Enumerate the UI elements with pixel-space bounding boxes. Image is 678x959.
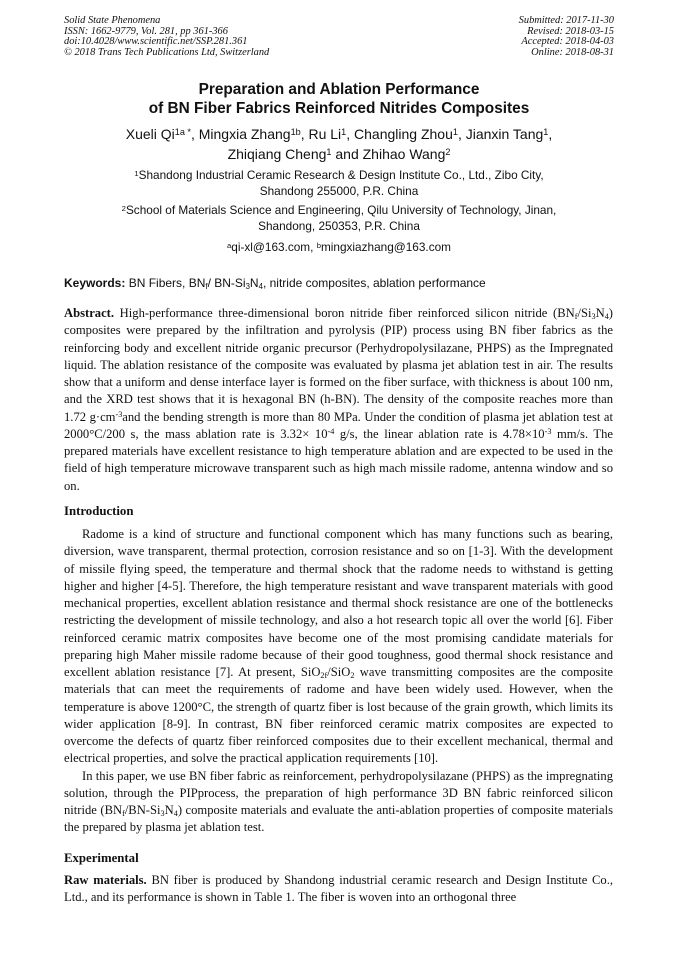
affiliation-2 (80, 203, 598, 234)
subscript: 2f (320, 671, 328, 681)
paragraph (64, 872, 613, 907)
subscript: 3 (591, 312, 596, 322)
publication-dates (519, 16, 614, 58)
author-name: Ru Li (308, 126, 342, 142)
affiliation-text: Shandong Industrial Ceramic Research & Design Institute Co., Ltd., Zibo City, (138, 168, 544, 182)
paragraph-text: ) composite materials and evaluate the anti-ablation properties of composite materials the prepared by plasma jet ablation test. (64, 803, 613, 835)
section-heading-introduction: Introduction (64, 504, 134, 518)
abstract-text: and the bending strength is more than 80 MPa. Under the condition of plasma jet ablation test at 2000°C/200 s, the mass ablation rate is 3.32× 10 (64, 409, 613, 441)
subscript: f (574, 312, 578, 322)
affiliation-text: School of Materials Science and Engineering, Qilu University of Technology, Jinan, (125, 203, 557, 217)
keywords-text: N (249, 276, 259, 290)
email-link[interactable]: qi-xl@163.com, (231, 240, 317, 254)
author-marker: 2 (445, 146, 451, 157)
paragraph (64, 768, 613, 837)
subscript: f (205, 281, 208, 291)
affiliation-1 (80, 168, 598, 199)
superscript: -3 (544, 427, 552, 437)
author-name: Jianxin Tang (465, 126, 544, 142)
paragraph-text: wave transmitting composites are the composite materials that can meet the requirements of radome and have been widely used. However, when the temperature is above 1200°C, the strength of quartz fiber is lost because of the grain growth, which limits its wider application [8-9]. In contrast, BN fiber reinforced ceramic matrix composites are expected to overcome the defects of quartz fiber reinforced composites due to their excellent mechanical, thermal and electrical properties, and solve the practical application requirements [10]. (64, 665, 613, 766)
keywords-text: BN Fibers, BN (128, 276, 206, 290)
revised-date: Revised: 2018-03-15 (527, 25, 614, 37)
subscript: 3 (245, 281, 250, 291)
issn-line: ISSN: 1662-9779, Vol. 281, pp 361-366 (64, 25, 228, 37)
author-name: Mingxia Zhang (198, 126, 291, 142)
section-heading-experimental: Experimental (64, 851, 139, 865)
abstract-text: N (595, 306, 605, 320)
author-conjunction: and (335, 146, 359, 162)
experimental-body (64, 872, 613, 907)
paragraph-text: /BN-Si (124, 803, 161, 817)
subscript: f (122, 809, 125, 819)
email-link[interactable]: mingxiazhang@163.com (320, 240, 451, 254)
superscript: -3 (115, 409, 123, 419)
abstract-text: High-performance three-dimensional boron nitride fiber reinforced silicon nitride (BN (119, 306, 575, 320)
paragraph-text: BN fiber is produced by Shandong industrial ceramic research and Design Institute Co., Ltd., and its performance is shown in Table 1. The fiber is woven into an orthogonal three (64, 873, 613, 905)
author-list: Xueli $Qi^{1a *}$, Mingxia Zhang$^{1b}$, Ru Li$^1$, Changling Zhou$^1$, Jianxin Tang$^1$, Zhiqiang Cheng$^1$ and Zhihao Wang$^2$ (125, 126, 553, 162)
title-line-2: of BN Fiber Fabrics Reinforced Nitrides Composites (148, 100, 530, 117)
email-marker: a (227, 240, 232, 250)
paragraph-text: N (164, 803, 174, 817)
copyright-line: © 2018 Trans Tech Publications Ltd, Switzerland (64, 46, 270, 58)
keywords-text: / BN-Si (207, 276, 246, 290)
affiliation-marker: 2 (121, 203, 126, 213)
paragraph-text: /SiO (327, 665, 351, 679)
keywords-label: Keywords: (64, 276, 126, 290)
email-line (80, 240, 598, 256)
paragraph-text: In this paper, we use BN fiber fabric as reinforcement, perhydropolysilazane (PHPS) as the impregnating solution, through the PIPprocess, the preparation of high performance 3D BN fabric reinforced silicon nitride (BN (64, 768, 613, 817)
abstract-text: ) composites were prepared by the infiltration and pyrolysis (PIP) process using BN fiber fabrics as the reinforcing body and excellent nitride organic precursor (Perhydropolysilazane, PHPS) as the Impregnated liquid. The ablation resistance of the composite was evaluated by plasma jet ablation test in air. The results show that a uniform and dense interface layer is formed on the fiber surface, with thickness is about 100 nm, and the XRD test shows that it is hexagonal BN (h-BN). The density of the composite reaches more than 1.72 g·cm (64, 306, 613, 424)
accepted-date: Accepted: 2018-04-03 (521, 36, 614, 48)
author-marker: 1 (543, 126, 549, 137)
subscript: 2 (350, 671, 355, 681)
abstract-label: Abstract. (64, 306, 115, 320)
abstract-text: mm/s. The prepared materials have excellent resistance to high temperature ablation and are expected to be used in the field of high temperature microwave transparent such as high mach missile radome, antenna window and so on. (64, 426, 613, 493)
author-name: Zhiqiang Cheng (227, 146, 327, 162)
subsection-label: Raw materials. (64, 873, 147, 887)
abstract (64, 305, 613, 495)
introduction-body (64, 526, 613, 837)
online-date: Online: 2018-08-31 (531, 46, 614, 58)
author-marker: 1b (290, 126, 301, 137)
abstract-text: /Si (577, 306, 592, 320)
subscript: 4 (258, 281, 263, 291)
doi-line: doi:10.4028/www.scientific.net/SSP.281.361 (64, 36, 248, 48)
author-marker: 1 (326, 146, 332, 157)
author-name: Xueli Qi (125, 126, 175, 142)
superscript: -4 (327, 427, 335, 437)
journal-info (64, 16, 269, 58)
submitted-date: Submitted: 2017-11-30 (518, 15, 614, 26)
paragraph (64, 526, 613, 768)
abstract-text: g/s, the linear ablation rate is 4.78×10 (334, 426, 545, 441)
title-line-1: Preparation and Ablation Performance (198, 81, 480, 98)
author-name: Zhihao Wang (362, 146, 446, 162)
subscript: 4 (604, 312, 609, 322)
keywords-text: , nitride composites, ablation performance (262, 276, 486, 290)
affiliation-text: Shandong, 250353, P.R. China (258, 218, 420, 233)
email-marker: b (316, 240, 321, 250)
journal-name: Solid State Phenomena (64, 15, 161, 26)
author-marker: 1a * (174, 126, 191, 137)
paper-title (40, 80, 638, 118)
paragraph-text: Radome is a kind of structure and functional component which has many functions such as bearing, diversion, wave transparent, thermal protection, corrosion resistance and so on [1-3]. With the development of missile flying speed, the temperature and thermal shock that the radome needs to withstand is getting higher and higher [4-5]. Therefore, the high temperature resistant and wave transparent materials with good mechanical properties, excellent ablation resistance and thermal shock resistance are one of the bottlenecks restricting the development of missile technology, and also a hot research topic all over the world [6]. Fiber reinforced ceramic matrix composites have become one of the most promising candidate materials for preparing high Maher missile radome because of their good toughness, good thermal shock resistance and excellent ablation resistance [7]. At present, SiO (64, 527, 613, 679)
subscript: 4 (173, 809, 178, 819)
author-marker: 1 (341, 126, 347, 137)
subscript: 3 (160, 809, 165, 819)
affiliation-marker: 1 (134, 168, 139, 178)
affiliation-text: Shandong 255000, P.R. China (259, 183, 419, 198)
author-marker: 1 (452, 126, 458, 137)
author-name: Changling Zhou (354, 126, 453, 142)
keywords (64, 276, 614, 291)
